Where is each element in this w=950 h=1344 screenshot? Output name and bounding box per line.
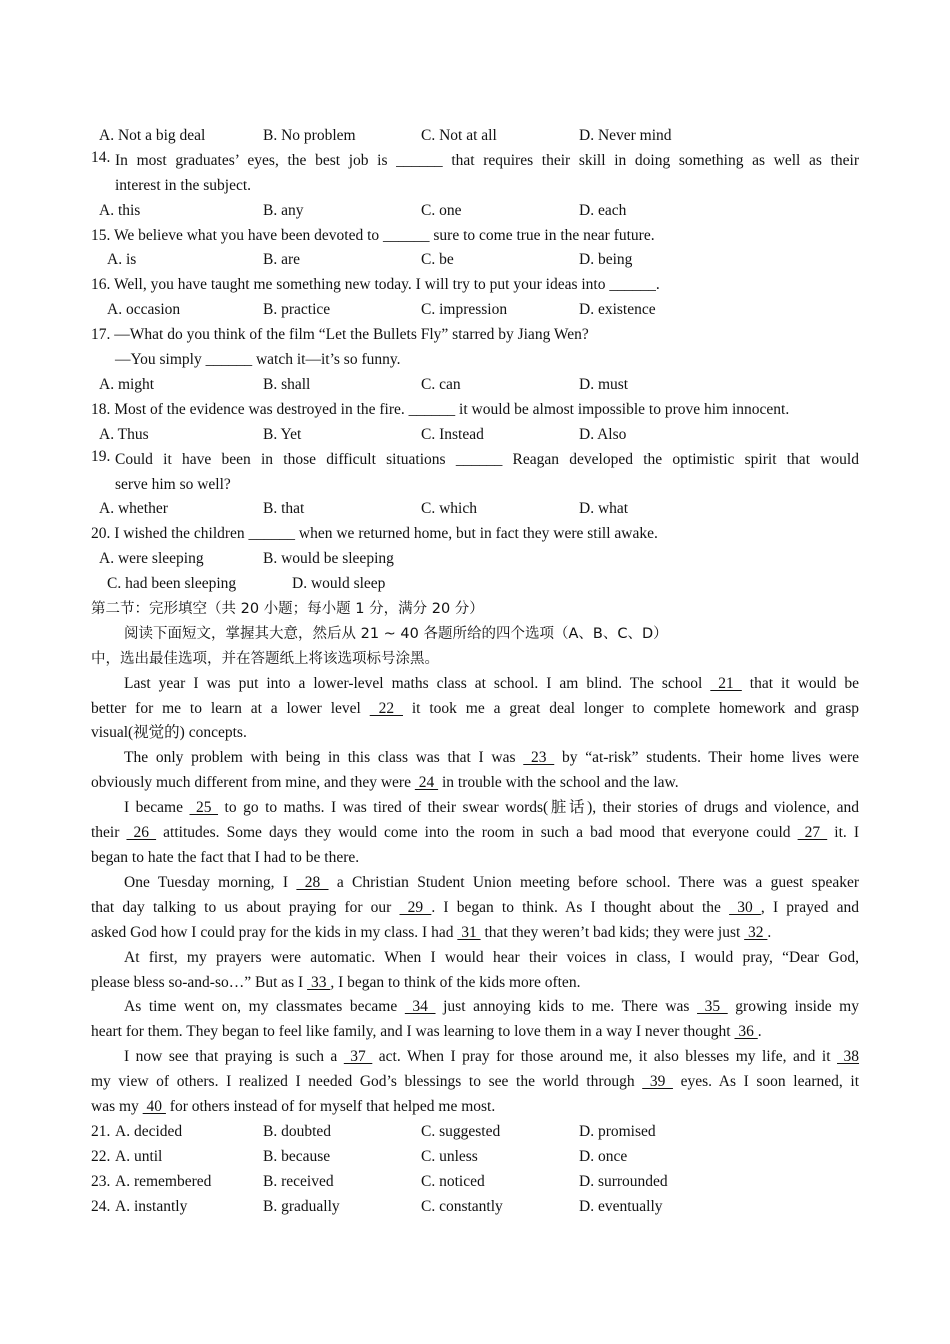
passage-text: .	[757, 1023, 762, 1041]
blank-number: 24	[414, 774, 439, 792]
passage-paragraph-1	[91, 672, 859, 747]
answer-option: B. gradually	[263, 1197, 340, 1215]
q19-option-b: B. that	[263, 500, 305, 518]
answer-option: B. because	[263, 1147, 331, 1165]
q19-option-a: A. whether	[99, 500, 168, 518]
passage-line	[91, 946, 859, 971]
passage-text: eyes. As I soon learned, it	[672, 1073, 859, 1091]
passage-line	[91, 846, 859, 871]
q19-number: 19.	[91, 447, 111, 465]
q20-options-row2	[91, 572, 859, 597]
passage-text: asked God how I could pray for the kids in my class. I had	[91, 923, 458, 941]
passage-text: it. I	[827, 824, 859, 842]
blank-number: 31	[457, 923, 481, 941]
q20-option-d: D. would sleep	[292, 575, 386, 593]
passage-line	[91, 796, 859, 821]
answer-option: A. remembered	[115, 1172, 212, 1190]
passage-line	[91, 896, 859, 921]
passage-paragraph-5	[91, 946, 859, 996]
q18-option-a: A. Thus	[99, 425, 149, 443]
answer-number: 24.	[91, 1197, 111, 1215]
q14-option-c: C. one	[421, 201, 462, 219]
q17-options	[91, 373, 859, 398]
answer-option: B. doubted	[263, 1122, 332, 1140]
q19-options	[91, 497, 859, 522]
passage-line	[91, 1095, 859, 1120]
answer-option: A. decided	[115, 1122, 183, 1140]
passage-text: attitudes. Some days they would come into the room in such a bad mood that everyone could	[156, 824, 798, 842]
passage-line	[91, 871, 859, 896]
q16-option-d: D. existence	[579, 301, 656, 319]
answer-number: 21.	[91, 1122, 111, 1140]
passage-text: .	[767, 923, 772, 941]
passage-line	[91, 1070, 859, 1095]
blank-number: 36	[734, 1023, 758, 1041]
passage-text: was my	[91, 1098, 143, 1116]
q17-stem-line1: 17. —What do you think of the film “Let the Bullets Fly” starred by Jiang Wen?	[91, 326, 589, 344]
q17-stem-line2: —You simply ______ watch it—it’s so funny.	[115, 351, 401, 369]
answer-option: D. eventually	[579, 1197, 663, 1215]
passage-text: One Tuesday morning, I	[124, 873, 297, 891]
q14-stem	[91, 149, 859, 174]
passage-text: just annoying kids to me. There was	[435, 998, 698, 1016]
passage-paragraph-7	[91, 1045, 859, 1120]
passage-text: please bless so-and-so…” But as I	[91, 973, 308, 991]
answer-option: D. once	[579, 1147, 628, 1165]
passage-text: it took me a great deal longer to complete homework and grasp	[402, 699, 860, 717]
q17-option-b: B. shall	[263, 375, 311, 393]
passage-paragraph-3	[91, 796, 859, 871]
passage-text: Last year I was put into a lower-level maths class at school. I am blind. The school	[124, 674, 711, 692]
answer-option: C. constantly	[421, 1197, 503, 1215]
passage-text: that it would be	[741, 674, 859, 692]
section2-instruction-line2: 中，选出最佳选项，并在答题纸上将该选项标号涂黑。	[91, 650, 439, 667]
q18-options	[91, 423, 859, 448]
q20-option-a: A. were sleeping	[99, 550, 204, 568]
passage-text: , I began to think of the kids more often.	[330, 973, 581, 991]
q14-text-line2: interest in the subject.	[115, 176, 252, 194]
q20-stem: 20. I wished the children ______ when we returned home, but in fact they were still awake.	[91, 525, 658, 543]
q19-stem	[91, 448, 859, 473]
section2-instruction-line1: 阅读下面短文，掌握其大意，然后从 21 ~ 40 各题所给的四个选项（A、B、C、D）	[124, 625, 668, 642]
blank-number: 28	[296, 873, 329, 891]
answer-row-24	[91, 1195, 859, 1220]
passage-text: that they weren’t bad kids; they were just	[480, 923, 745, 941]
q13-option-b: B. No problem	[263, 127, 356, 144]
passage-line	[91, 672, 859, 697]
passage-text: better for me to learn at a lower level	[91, 699, 370, 717]
q19-text-line1: Could it have been in those difficult situations ______ Reagan developed the optimistic spirit that would	[115, 450, 859, 468]
answer-option: C. noticed	[421, 1172, 485, 1190]
q17-option-a: A. might	[99, 375, 155, 393]
passage-text: a Christian Student Union meeting before school. There was a guest speaker	[328, 873, 859, 891]
passage-paragraph-6	[91, 995, 859, 1045]
passage-text: . I began to think. As I thought about the	[431, 898, 730, 916]
passage-text: to go to maths. I was tired of their swear words(脏话), their stories of drugs and violence, and	[218, 799, 859, 817]
q13-option-c: C. Not at all	[421, 127, 497, 144]
passage-line	[91, 1020, 859, 1045]
blank-number: 29	[399, 898, 432, 916]
passage-line	[91, 746, 859, 771]
q15-stem: 15. We believe what you have been devoted to ______ sure to come true in the near future.	[91, 226, 655, 244]
passage-text: that day talking to us about praying for our	[91, 898, 400, 916]
blank-number: 23	[523, 749, 555, 767]
passage-text: obviously much different from mine, and they were	[91, 774, 415, 792]
q15-option-d: D. being	[579, 251, 633, 269]
section2-heading: 第二节：完形填空（共 20 小题；每小题 1 分，满分 20 分）	[91, 600, 484, 617]
passage-text: their	[91, 824, 127, 842]
passage-text: act. When I pray for those around me, it also blesses my life, and it	[372, 1048, 838, 1066]
exam-page	[91, 124, 859, 1220]
answer-row-21	[91, 1120, 859, 1145]
passage-line	[91, 771, 859, 796]
q16-options	[91, 298, 859, 323]
blank-number: 25	[189, 799, 219, 817]
passage-text: At first, my prayers were automatic. When I would hear their voices in class, I would pray, “Dear God,	[124, 948, 859, 966]
blank-number: 27	[797, 824, 828, 842]
q18-option-c: C. Instead	[421, 425, 484, 443]
blank-number: 38	[837, 1048, 860, 1066]
passage-text: As time went on, my classmates became	[124, 998, 405, 1016]
passage-text: The only problem with being in this class was that I was	[124, 749, 524, 767]
blank-number: 33	[307, 973, 331, 991]
q16-option-b: B. practice	[263, 301, 331, 319]
blank-number: 34	[404, 998, 436, 1016]
blank-number: 35	[697, 998, 728, 1016]
q17-option-d: D. must	[579, 375, 629, 393]
q18-option-b: B. Yet	[263, 425, 302, 443]
passage-line	[91, 921, 859, 946]
passage-text: I became	[124, 799, 190, 817]
q20-option-b: B. would be sleeping	[263, 550, 394, 568]
passage-paragraph-2	[91, 746, 859, 796]
answer-option: C. unless	[421, 1147, 478, 1165]
answer-options	[91, 1120, 859, 1220]
answer-number: 23.	[91, 1172, 111, 1190]
q14-text-line1: In most graduates’ eyes, the best job is ______ that requires their skill in doing something as well as their	[115, 151, 859, 169]
q15-option-c: C. be	[421, 251, 454, 269]
blank-number: 22	[369, 699, 403, 717]
passage-line	[91, 721, 859, 746]
q19-option-c: C. which	[421, 500, 477, 518]
q20-option-c: C. had been sleeping	[107, 575, 237, 593]
q16-stem: 16. Well, you have taught me something new today. I will try to put your ideas into ______.	[91, 276, 660, 294]
passage-line	[91, 821, 859, 846]
q20-options-row1	[91, 547, 859, 572]
blank-number: 21	[710, 674, 742, 692]
passage-text: , I prayed and	[760, 898, 860, 916]
q15-option-b: B. are	[263, 251, 301, 269]
q13-options	[91, 124, 859, 149]
blank-number: 40	[142, 1098, 166, 1116]
blank-number: 37	[343, 1048, 373, 1066]
passage-text: heart for them. They began to feel like family, and I was learning to love them in a way I never thought	[91, 1023, 735, 1041]
q14-options	[91, 199, 859, 224]
q14-number: 14.	[91, 148, 111, 166]
passage-line	[91, 1045, 859, 1070]
answer-option: A. instantly	[115, 1197, 188, 1215]
answer-row-23	[91, 1170, 859, 1195]
passage-paragraph-4	[91, 871, 859, 946]
q19-option-d: D. what	[579, 500, 629, 518]
passage-text: I now see that praying is such a	[124, 1048, 344, 1066]
q13-option-d: D. Never mind	[579, 127, 672, 144]
q16-option-c: C. impression	[421, 301, 508, 319]
q13-option-a: A. Not a big deal	[99, 127, 206, 144]
q14-option-d: D. each	[579, 201, 627, 219]
answer-option: B. received	[263, 1172, 334, 1190]
passage-text: my view of others. I realized I needed God’s blessings to see the world through	[91, 1073, 643, 1091]
q14-option-a: A. this	[99, 201, 141, 219]
cloze-passage	[91, 672, 859, 1120]
passage-text: growing inside my	[727, 998, 859, 1016]
q16-option-a: A. occasion	[107, 301, 181, 319]
answer-option: A. until	[115, 1147, 163, 1165]
passage-line	[91, 971, 859, 996]
passage-line	[91, 995, 859, 1020]
q17-option-c: C. can	[421, 375, 461, 393]
passage-line	[91, 697, 859, 722]
passage-text: by “at-risk” students. Their home lives were	[554, 749, 859, 767]
answer-row-22	[91, 1145, 859, 1170]
q18-stem: 18. Most of the evidence was destroyed in the fire. ______ it would be almost impossible to prove him innocent.	[91, 400, 790, 418]
q18-option-d: D. Also	[579, 425, 627, 443]
answer-number: 22.	[91, 1147, 111, 1165]
passage-text: for others instead of for myself that helped me most.	[165, 1098, 496, 1116]
passage-text: visual(视觉的) concepts.	[91, 724, 247, 742]
answer-option: C. suggested	[421, 1122, 501, 1140]
answer-option: D. promised	[579, 1122, 656, 1140]
answer-option: D. surrounded	[579, 1172, 668, 1190]
blank-number: 26	[126, 824, 157, 842]
blank-number: 39	[642, 1073, 673, 1091]
blank-number: 30	[729, 898, 761, 916]
passage-text: began to hate the fact that I had to be there.	[91, 848, 360, 866]
q15-options	[91, 248, 859, 273]
q15-option-a: A. is	[107, 251, 137, 269]
passage-text: in trouble with the school and the law.	[438, 774, 679, 792]
q19-text-line2: serve him so well?	[115, 475, 231, 493]
q14-option-b: B. any	[263, 201, 304, 219]
blank-number: 32	[744, 923, 768, 941]
